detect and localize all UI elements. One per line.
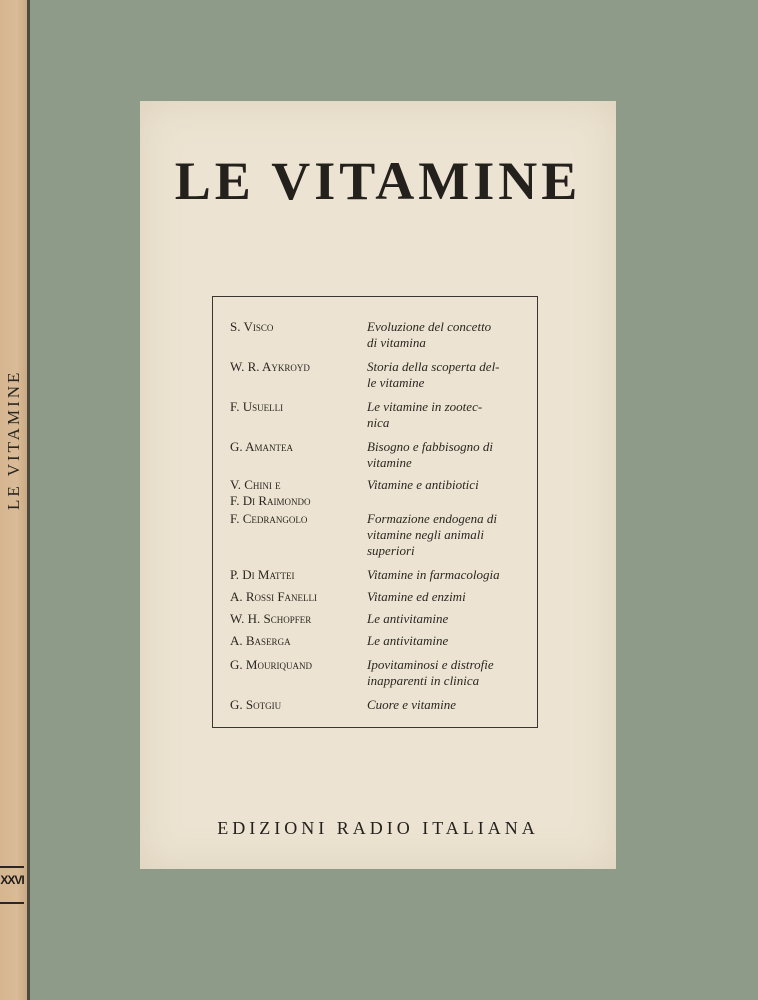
book-title: LE VITAMINE xyxy=(174,151,582,211)
author: G. Amantea xyxy=(230,439,294,454)
contents-box xyxy=(212,296,538,728)
work-title: Evoluzione del concetto di vitamina xyxy=(367,319,492,350)
work-title: Storia della scoperta del- le vitamine xyxy=(367,359,500,390)
author: G. Sotgiu xyxy=(230,697,282,712)
publisher: EDIZIONI RADIO ITALIANA xyxy=(217,818,539,838)
work-title: Le antivitamine xyxy=(367,633,449,648)
work-title: Le vitamine in zootec- nica xyxy=(367,399,483,430)
author: G. Mouriquand xyxy=(230,657,312,672)
author: F. Usuelli xyxy=(230,399,284,414)
work-title: Bisogno e fabbisogno di vitamine xyxy=(367,439,494,470)
work-title: Cuore e vitamine xyxy=(367,697,457,712)
work-title: Vitamine in farmacologia xyxy=(367,567,500,582)
work-title: Formazione endogena di vitamine negli animali superiori xyxy=(367,511,497,558)
author: W. H. Schopfer xyxy=(230,611,312,626)
work-title: Vitamine ed enzimi xyxy=(367,589,466,604)
work-title: Le antivitamine xyxy=(367,611,449,626)
work-title: Vitamine e antibiotici xyxy=(367,477,479,492)
spine-volume-number: XXVI xyxy=(0,873,24,887)
author: P. Di Mattei xyxy=(230,567,295,582)
author: F. Cedrangolo xyxy=(230,511,308,526)
spine-title: LE VITAMINE xyxy=(4,369,23,511)
author: V. Chini e F. Di Raimondo xyxy=(230,477,311,508)
work-title: Ipovitaminosi e distrofie inapparenti in clinica xyxy=(367,657,494,688)
book-spine xyxy=(0,0,28,1000)
author: A. Rossi Fanelli xyxy=(230,589,318,604)
author: S. Visco xyxy=(230,319,274,334)
author: W. R. Aykroyd xyxy=(230,359,310,374)
author: A. Baserga xyxy=(230,633,291,648)
